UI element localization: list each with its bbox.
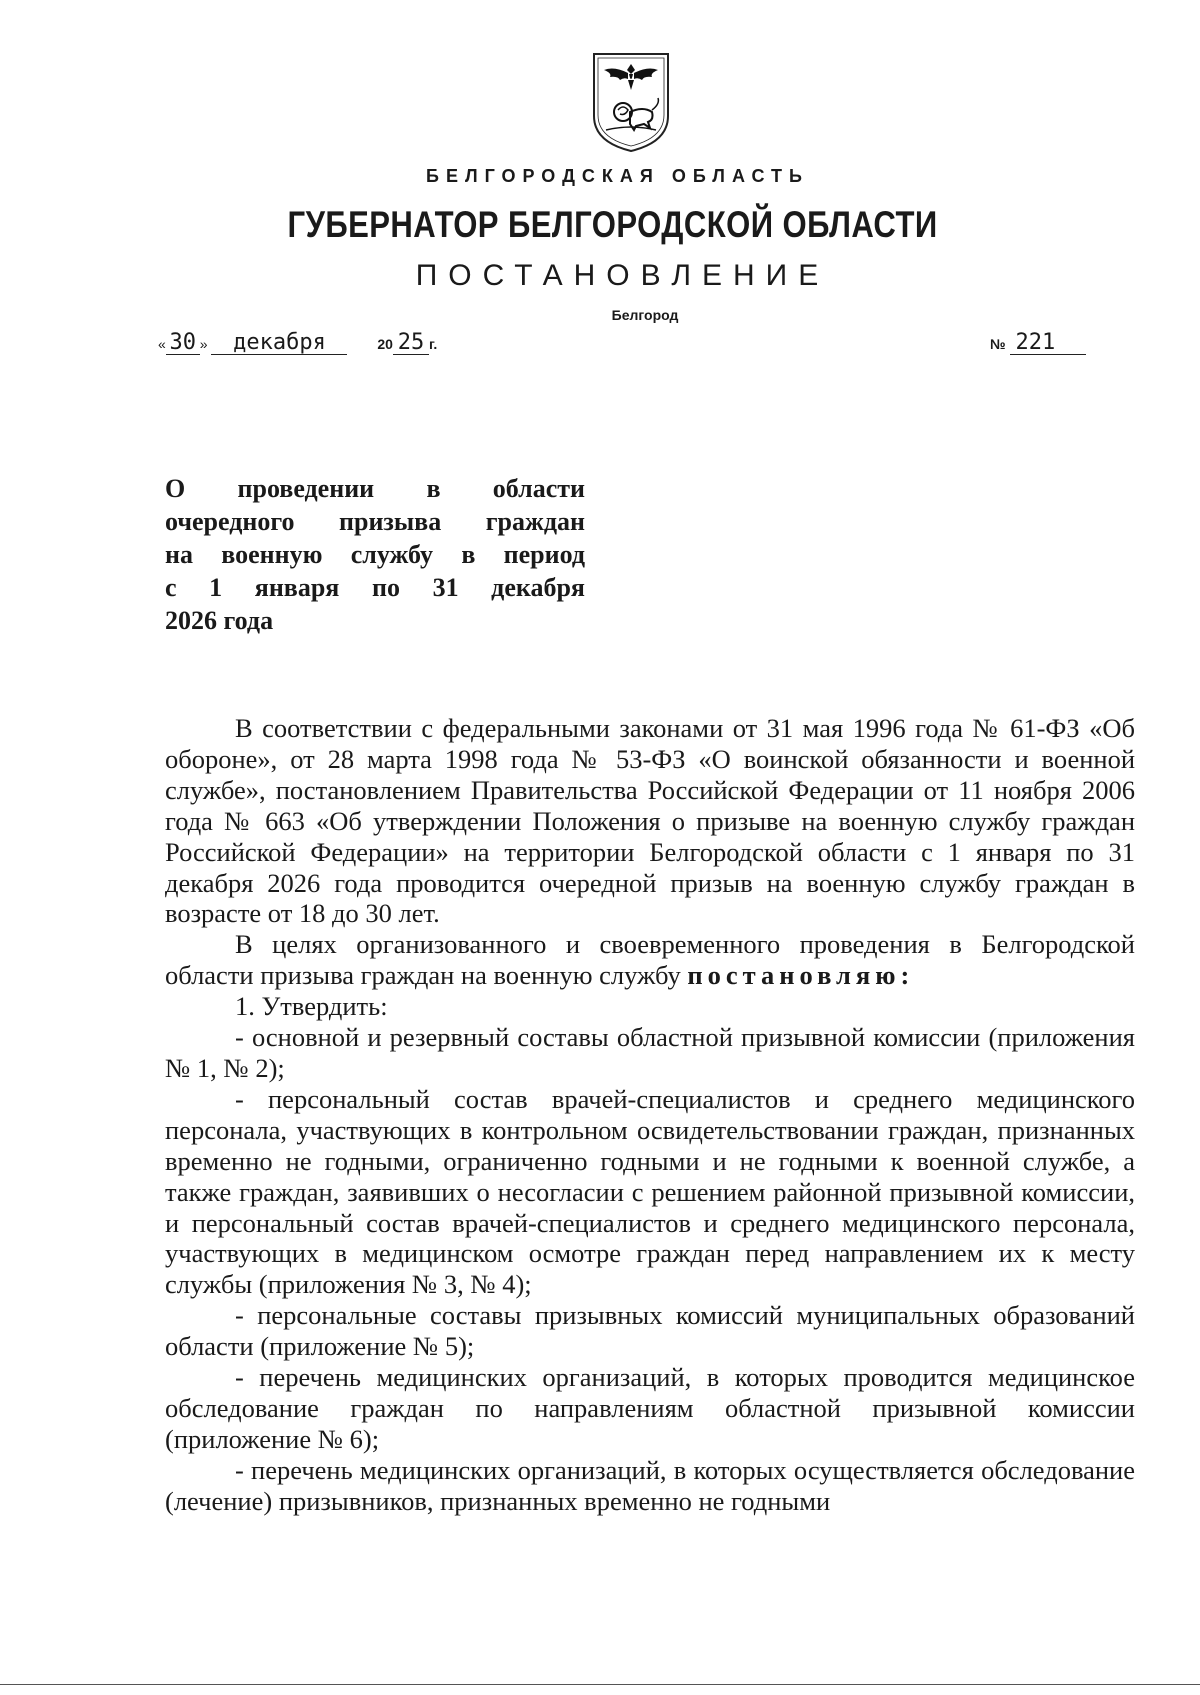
subject-line: с 1 января по 31 декабря [165,573,585,602]
decree-subject [165,472,585,637]
region-title: БЕЛГОРОДСКАЯ ОБЛАСТЬ [426,166,809,186]
page-divider [0,1684,1200,1685]
quote-close: » [199,336,208,352]
paragraph-list-item: - перечень медицинских организаций, в которых осуществляется обследование (лечение) призывников, признанных временно не годными [165,1454,1135,1516]
governor-title: ГУБЕРНАТОР БЕЛГОРОДСКОЙ ОБЛАСТИ [287,204,938,245]
paragraph-list-item: - основной и резервный составы областной призывной комиссии (приложения № 1, № 2); [165,1022,1135,1083]
date-day: 30 [166,332,200,355]
date-year-prefix: 20 [377,336,393,352]
number-label: № [990,336,1006,352]
paragraph-item-1: 1. Утвердить: [235,991,388,1022]
coat-of-arms-icon [588,50,674,154]
quote-open: « [158,336,166,352]
subject-line: 2026 года [165,606,274,635]
resolution-keyword: постановляю: [687,960,915,991]
paragraph-preamble: В соответствии с федеральными законами от 31 мая 1996 года № 61-ФЗ «Об обороне», от 28 марта 1998 года № 53-ФЗ «О воинской обязанности и военной службе», постановлением Правительства Российской Федерации от 11 ноября 2006 года № 663 «Об утверждении Положения о призыве на военную службу граждан Российской Федерации» на территории Белгородской области с 1 января по 31 декабря 2026 года проводится очередной призыв на военную службу граждан в возрасте от 18 до 30 лет. [165,713,1135,929]
decree-number [990,332,1086,355]
date-year-suffix: 25 [393,332,429,355]
number-value: 221 [1010,332,1086,355]
city-label: Белгород [611,307,679,323]
paragraph-list-item: - персональный состав врачей-специалистов и среднего медицинского персонала, участвующих в контрольном освидетельствовании граждан, признанных временно не годными, ограниченно годными и не годными к военной службе, а также граждан, заявивших о несогласии с решением районной призывной комиссии, и персональный состав врачей-специалистов и среднего медицинского персонала, участвующих в медицинском осмотре граждан перед направлением их к месту службы (приложения № 3, № 4); [165,1083,1135,1300]
decree-date [158,332,437,355]
resolution-text: В целях организованного и своевременного проведения в Белгородской области призыва граждан на военную службу [165,929,1135,991]
subject-line: очередного призыва граждан [165,507,585,536]
paragraph-list-item: - перечень медицинских организаций, в которых проводится медицинское обследование граждан по направлениям областной призывной комиссии (приложение № 6); [165,1362,1135,1454]
paragraph-resolution [165,929,1135,991]
subject-line: на военную службу в период [165,540,585,569]
decree-body [165,713,1135,1517]
paragraph-list-item: - персональные составы призывных комиссий муниципальных образований области (приложение № 5); [165,1300,1135,1362]
subject-line: О проведении в области [165,474,585,503]
date-year-unit: г. [428,336,438,352]
date-month: декабря [211,332,347,355]
document-type: ПОСТАНОВЛЕНИЕ [415,259,830,292]
